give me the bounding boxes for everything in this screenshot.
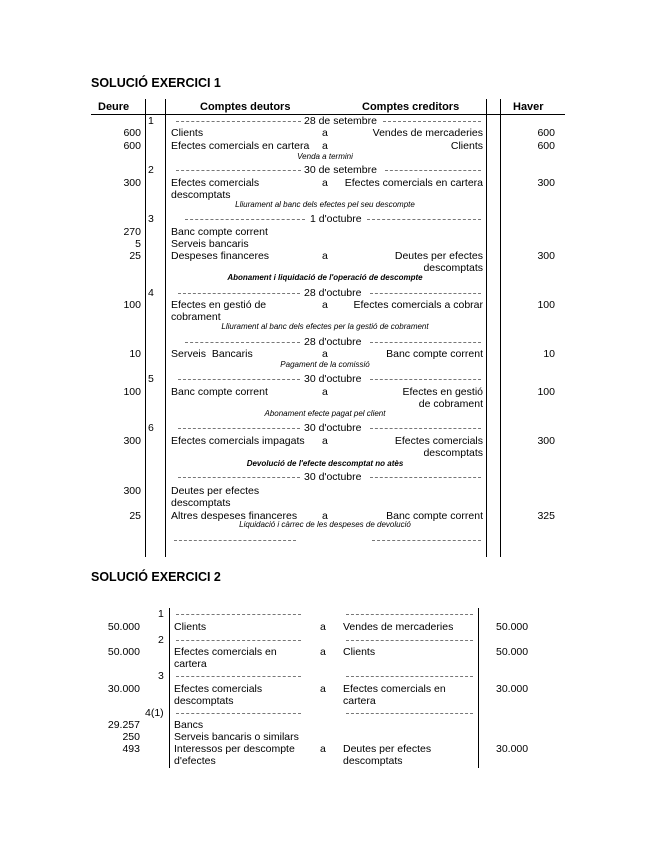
entry-date: 1 d'octubre (310, 213, 362, 225)
debit-account: Deutes per efectes descomptats (171, 485, 260, 509)
connector-a: a (320, 646, 326, 658)
entry-date: 28 d'octubre (304, 336, 362, 348)
separator-left (176, 640, 301, 641)
debit-amount: 270 (123, 226, 141, 238)
entry-note: Pagament de la comissió (280, 360, 370, 369)
credit-amount: 600 (537, 140, 555, 152)
debit-amount: 600 (123, 140, 141, 152)
date-separator-right (370, 428, 481, 429)
debit-account: Bancs (174, 719, 204, 731)
credit-account: Efectes comercials en cartera (344, 177, 483, 189)
connector-a: a (322, 386, 328, 398)
entry-number: 4(1) (145, 707, 164, 719)
header-deure: Deure (98, 101, 130, 113)
debit-account: Serveis bancaris o similars (174, 731, 299, 743)
column-divider (478, 608, 479, 768)
debit-amount: 29.257 (107, 719, 140, 731)
credit-account: Vendes de mercaderies (343, 621, 454, 633)
credit-amount: 300 (537, 177, 555, 189)
debit-account: Interessos per descompte d'efectes (174, 743, 295, 767)
connector-a: a (322, 435, 328, 447)
credit-amount: 300 (537, 435, 555, 447)
credit-amount: 30.000 (496, 743, 529, 755)
date-separator-left (176, 121, 301, 122)
debit-account: Clients (174, 621, 207, 633)
debit-amount: 493 (122, 743, 140, 755)
column-divider (145, 99, 146, 557)
debit-amount: 600 (123, 127, 141, 139)
connector-a: a (322, 250, 328, 262)
column-divider (486, 99, 487, 557)
debit-amount: 300 (123, 435, 141, 447)
separator-right (346, 640, 473, 641)
credit-account: Banc compte corrent (386, 510, 483, 522)
credit-account: Efectes comercials a cobrar (353, 299, 483, 311)
debit-amount: 5 (135, 238, 141, 250)
debit-account: Efectes comercials en cartera (171, 140, 310, 152)
debit-account: Efectes comercials descomptats (171, 177, 260, 201)
closing-separator-left (174, 540, 296, 541)
debit-amount: 50.000 (107, 621, 140, 633)
credit-amount: 300 (537, 250, 555, 262)
entry-note: Venda a termini (297, 152, 353, 161)
separator-right (346, 713, 473, 714)
date-separator-left (185, 219, 305, 220)
entry-number: 6 (148, 422, 154, 434)
credit-amount: 10 (543, 348, 555, 360)
date-separator-left (185, 342, 300, 343)
debit-account: Banc compte corrent (171, 226, 268, 238)
entry-date: 30 d'octubre (304, 471, 362, 483)
debit-amount: 250 (122, 731, 140, 743)
entry-number: 3 (158, 670, 164, 682)
debit-amount: 30.000 (107, 683, 140, 695)
credit-amount: 30.000 (496, 683, 529, 695)
date-separator-right (370, 477, 481, 478)
date-separator-left (178, 477, 300, 478)
separator-right (346, 676, 473, 677)
credit-amount: 100 (537, 386, 555, 398)
entry-note: Lliurament al banc dels efectes pel seu descompte (235, 200, 415, 209)
credit-account: Efectes en gestió de cobrament (402, 386, 483, 410)
debit-account: Efectes comercials en cartera (174, 646, 277, 670)
entry-note: Devolució de l'efecte descomptat no atès (246, 459, 404, 468)
entry-date: 30 de setembre (304, 164, 377, 176)
connector-a: a (320, 621, 326, 633)
date-separator-right (383, 121, 481, 122)
debit-amount: 100 (123, 386, 141, 398)
date-separator-right (370, 379, 481, 380)
credit-amount: 100 (537, 299, 555, 311)
connector-a: a (320, 743, 326, 755)
entry-date: 28 d'octubre (304, 287, 362, 299)
debit-amount: 10 (129, 348, 141, 360)
debit-amount: 300 (123, 485, 141, 497)
credit-amount: 50.000 (496, 646, 529, 658)
date-separator-left (178, 379, 300, 380)
credit-account: Deutes per efectes descomptats (394, 250, 483, 274)
debit-account: Clients (171, 127, 204, 139)
connector-a: a (322, 177, 328, 189)
debit-amount: 300 (123, 177, 141, 189)
header-haver: Haver (513, 101, 544, 113)
credit-amount: 325 (537, 510, 555, 522)
entry-date: 30 d'octubre (304, 373, 362, 385)
entry-number: 4 (148, 287, 154, 299)
entry-note: Liquidació i càrrec de les despeses de devolució (239, 520, 411, 529)
separator-left (176, 676, 301, 677)
connector-a: a (322, 510, 328, 522)
column-divider (169, 608, 170, 768)
entry-note: Abonament efecte pagat pel client (264, 409, 386, 418)
date-separator-right (370, 342, 481, 343)
entry-note: Lliurament al banc dels efectes per la gestió de cobrament (221, 322, 429, 331)
column-divider (500, 99, 501, 557)
credit-account: Banc compte corrent (386, 348, 483, 360)
exercise-1-title: SOLUCIÓ EXERCICI 1 (91, 76, 221, 90)
date-separator-right (370, 293, 481, 294)
date-separator-left (176, 170, 301, 171)
credit-account: Vendes de mercaderies (372, 127, 483, 139)
debit-account: Efectes comercials descomptats (174, 683, 263, 707)
debit-amount: 25 (129, 250, 141, 262)
entry-number: 2 (148, 164, 154, 176)
debit-account: Despeses financeres (171, 250, 270, 262)
credit-account: Efectes comercials en cartera (343, 683, 446, 707)
debit-account: Serveis bancaris (171, 238, 249, 250)
debit-amount: 50.000 (107, 646, 140, 658)
date-separator-right (367, 219, 481, 220)
connector-a: a (320, 683, 326, 695)
connector-a: a (322, 140, 328, 152)
connector-a: a (322, 299, 328, 311)
entry-number: 3 (148, 213, 154, 225)
debit-account: Efectes comercials impagats (171, 435, 305, 447)
entry-note: Abonament i liquidació de l'operació de descompte (227, 273, 423, 282)
date-separator-left (178, 293, 300, 294)
credit-account: Clients (450, 140, 483, 152)
entry-number: 1 (148, 115, 154, 127)
date-separator-right (385, 170, 481, 171)
credit-account: Clients (343, 646, 376, 658)
entry-number: 2 (158, 634, 164, 646)
connector-a: a (322, 127, 328, 139)
debit-amount: 100 (123, 299, 141, 311)
entry-date: 30 d'octubre (304, 422, 362, 434)
separator-right (346, 614, 473, 615)
date-separator-left (178, 428, 300, 429)
debit-account: Altres despeses financeres (171, 510, 298, 522)
closing-separator-right (372, 540, 481, 541)
debit-account: Efectes en gestió de cobrament (171, 299, 267, 323)
connector-a: a (322, 348, 328, 360)
header-comptes-creditors: Comptes creditors (362, 101, 460, 113)
credit-account: Efectes comercials descomptats (394, 435, 483, 459)
entry-date: 28 de setembre (304, 115, 377, 127)
entry-number: 1 (158, 608, 164, 620)
credit-amount: 50.000 (496, 621, 529, 633)
separator-left (176, 713, 301, 714)
debit-account: Banc compte corrent (171, 386, 268, 398)
header-comptes-deutors: Comptes deutors (200, 101, 291, 113)
credit-amount: 600 (537, 127, 555, 139)
debit-account: Serveis Bancaris (171, 348, 253, 360)
separator-left (176, 614, 301, 615)
debit-amount: 25 (129, 510, 141, 522)
entry-number: 5 (148, 373, 154, 385)
credit-account: Deutes per efectes descomptats (343, 743, 432, 767)
exercise-2-title: SOLUCIÓ EXERCICI 2 (91, 570, 221, 584)
